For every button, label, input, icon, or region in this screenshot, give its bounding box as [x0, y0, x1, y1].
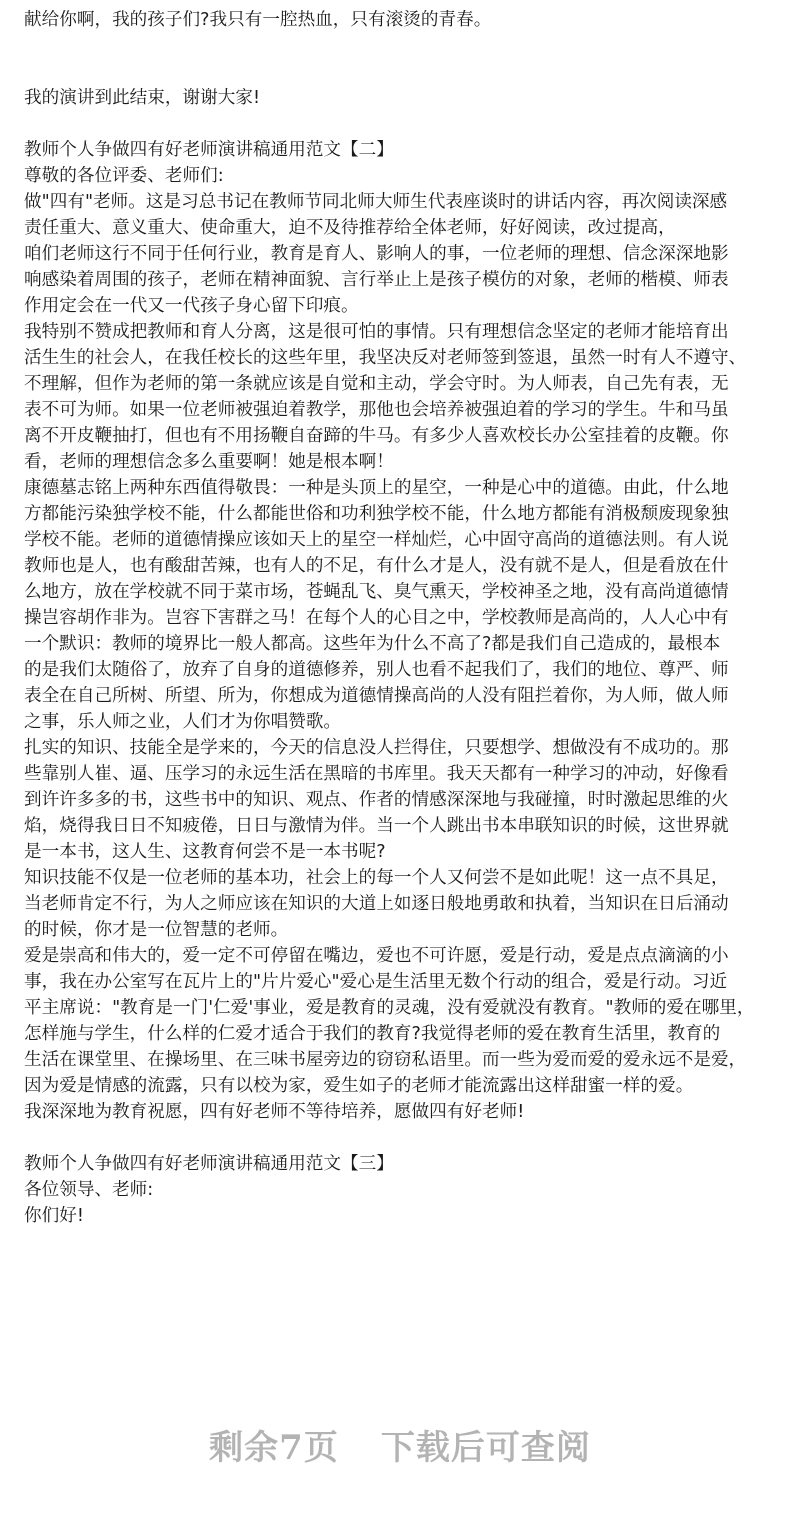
text-line: 教师个人争做四有好老师演讲稿通用范文【二】 [24, 140, 394, 160]
text-line: 扎实的知识、技能全是学来的，今天的信息没人拦得住，只要想学、想做没有不成功的。那 [24, 738, 729, 758]
text-line: 我的演讲到此结束，谢谢大家! [24, 88, 261, 108]
text-line: 事，我在办公室写在瓦片上的"片片爱心"爱心是生活里无数个行动的组合，爱是行动。习近 [24, 972, 728, 992]
text-line: 咱们老师这行不同于任何行业，教育是育人、影响人的事，一位老师的理想、信念深深地影 [24, 244, 729, 264]
text-line: 平主席说："教育是一门'仁爱'事业，爱是教育的灵魂，没有爱就没有教育。"教师的爱在哪里， [24, 998, 755, 1018]
text-line: 表不可为师。如果一位老师被强迫着教学，那他也会培养被强迫着的学习的学生。牛和马虽 [24, 400, 729, 420]
text-line: 康德墓志铭上两种东西值得敬畏：一种是头顶上的星空，一种是心中的道德。由此，什么地 [24, 478, 729, 498]
text-line: 因为爱是情感的流露，只有以校为家，爱生如子的老师才能流露出这样甜蜜一样的爱。 [24, 1076, 694, 1096]
text-line: 学校不能。老师的道德情操应该如天上的星空一样灿烂，心中固守高尚的道德法则。有人说 [24, 530, 729, 550]
text-line: 知识技能不仅是一位老师的基本功，社会上的每一个人又何尝不是如此呢！这一点不具足， [24, 868, 729, 888]
text-line: 活生生的社会人，在我任校长的这些年里，我坚决反对老师签到签退，虽然一时有人不遵守、 [24, 348, 747, 368]
text-line: 爱是崇高和伟大的，爱一定不可停留在嘴边，爱也不可许愿，爱是行动，爱是点点滴滴的小 [24, 946, 729, 966]
text-line: 的是我们太随俗了，放弃了自身的道德修养，别人也看不起我们了，我们的地位、尊严、师 [24, 660, 729, 680]
text-line: 教师个人争做四有好老师演讲稿通用范文【三】 [24, 1154, 394, 1174]
text-line: 焰，烧得我日日不知疲倦，日日与激情为伴。当一个人跳出书本串联知识的时候，这世界就 [24, 816, 729, 836]
remaining-pages-label: 剩余7页 [209, 1428, 339, 1468]
text-line: 之事，乐人师之业，人们才为你唱赞歌。 [24, 712, 342, 732]
text-line: 生活在课堂里、在操场里、在三味书屋旁边的窃窃私语里。而一些为爱而爱的爱永远不是爱， [24, 1050, 747, 1070]
text-line: 责任重大、意义重大、使命重大，迫不及待推荐给全体老师，好好阅读，改过提高， [24, 218, 676, 238]
text-line: 各位领导、老师: [24, 1180, 154, 1200]
text-line: 离不开皮鞭抽打，但也有不用扬鞭自奋蹄的牛马。有多少人喜欢校长办公室挂着的皮鞭。你 [24, 426, 729, 446]
text-line: 表全在自己所树、所望、所为，你想成为道德情操高尚的人没有阻拦着你，为人师，做人师 [24, 686, 729, 706]
download-prompt-label[interactable]: 下载后可查阅 [380, 1428, 591, 1468]
text-line: 一个默识：教师的境界比一般人都高。这些年为什么不高了?都是我们自己造成的，最根本 [24, 634, 721, 654]
text-line: 方都能污染独学校不能，什么都能世俗和功利独学校不能，什么地方都能有消极颓废现象独 [24, 504, 729, 524]
text-line: 你们好! [24, 1206, 84, 1226]
text-line: 些靠别人崔、逼、压学习的永远生活在黑暗的书库里。我天天都有一种学习的冲动，好像看 [24, 764, 729, 784]
text-line: 操岂容胡作非为。岂容下害群之马！在每个人的心目之中，学校教师是高尚的，人人心中有 [24, 608, 729, 628]
text-line: 尊敬的各位评委、老师们: [24, 166, 224, 186]
text-line: 教师也是人，也有酸甜苦辣，也有人的不足，有什么才是人，没有就不是人，但是看放在什 [24, 556, 729, 576]
text-line: 么地方，放在学校就不同于菜市场，苍蝇乱飞、臭气熏天，学校神圣之地，没有高尚道德情 [24, 582, 729, 602]
text-line: 怎样施与学生，什么样的仁爱才适合于我们的教育?我觉得老师的爱在教育生活里，教育的 [24, 1024, 721, 1044]
text-line: 的时候，你才是一位智慧的老师。 [24, 920, 289, 940]
text-line: 到许许多多的书，这些书中的知识、观点、作者的情感深深地与我碰撞，时时激起思维的火 [24, 790, 729, 810]
download-banner[interactable] [0, 1418, 800, 1478]
text-line: 献给你啊，我的孩子们?我只有一腔热血，只有滚烫的青春。 [24, 10, 492, 30]
text-line: 看，老师的理想信念多么重要啊！她是根本啊！ [24, 452, 394, 472]
text-line: 我深深地为教育祝愿，四有好老师不等待培养，愿做四有好老师! [24, 1102, 525, 1122]
text-line: 是一本书，这人生、这教育何尝不是一本书呢? [24, 842, 386, 862]
text-line: 我特别不赞成把教师和育人分离，这是很可怕的事情。只有理想信念坚定的老师才能培育出 [24, 322, 729, 342]
text-line: 响感染着周围的孩子，老师在精神面貌、言行举止上是孩子模仿的对象，老师的楷模、师表 [24, 270, 729, 290]
text-line: 当老师肯定不行，为人之师应该在知识的大道上如逐日般地勇敢和执着，当知识在日后涌动 [24, 894, 729, 914]
text-line: 做"四有"老师。这是习总书记在教师节同北师大师生代表座谈时的讲话内容，再次阅读深感 [24, 192, 728, 212]
text-line: 作用定会在一代又一代孩子身心留下印痕。 [24, 296, 359, 316]
text-line: 不理解，但作为老师的第一条就应该是自觉和主动，学会守时。为人师表，自己先有表，无 [24, 374, 729, 394]
